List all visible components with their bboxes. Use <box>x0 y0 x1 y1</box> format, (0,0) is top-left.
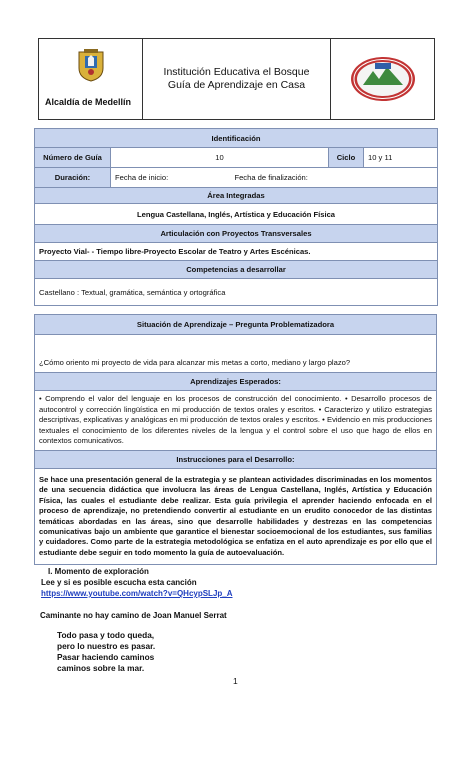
cycle-value: 10 y 11 <box>364 148 438 168</box>
poem-line: Pasar haciendo caminos <box>57 652 155 662</box>
alcaldia-logo-text: Alcaldía de Medellín <box>45 97 132 107</box>
instructions-heading: Instrucciones para el Desarrollo: <box>35 451 437 469</box>
song-title: Caminante no hay camino de Joan Manuel Serrat <box>40 611 227 620</box>
poem-line: pero lo nuestro es pasar. <box>57 641 156 651</box>
situation-heading: Situación de Aprendizaje – Pregunta Problematizadora <box>35 315 437 335</box>
header-title-cell <box>143 39 331 119</box>
document-header <box>38 38 435 120</box>
alcaldia-logo-cell <box>39 39 143 119</box>
institution-name: Institución Educativa el Bosque <box>163 66 310 78</box>
cycle-label: Ciclo <box>329 148 364 168</box>
end-date-label: Fecha de finalización: <box>234 173 308 182</box>
section-instruction: Lee y si es posible escucha esta canción <box>41 578 197 587</box>
expected-learning-value: • Comprendo el valor del lenguaje en los procesos de construcción del conocimiento. • Desarrollo procesos de autocontrol y corrección lingüística en mi producción de textos orales y escritos. • Caracterizo y utilizo estrategias descriptivas, explicativas y analógicas en mi producción de textos orales y escritos. • Evidencio en mis producciones textuales el conocimiento de los diferentes niveles de la lengua y el control sobre el uso que hago de ellos en contextos comunicativos. <box>35 391 437 451</box>
areas-value: Lengua Castellana, Inglés, Artística y Educación Física <box>35 204 438 225</box>
poem-line: Todo pasa y todo queda, <box>57 630 155 640</box>
duration-label: Duración: <box>35 168 111 188</box>
guide-number-value: 10 <box>111 148 329 168</box>
poem-line: caminos sobre la mar. <box>57 663 145 673</box>
start-date-label: Fecha de inicio: <box>115 173 169 182</box>
poem <box>57 630 155 674</box>
duration-dates <box>111 168 438 188</box>
school-emblem-icon <box>349 55 417 103</box>
instructions-value: Se hace una presentación general de la estrategia y se plantean actividades discriminadas en los momentos de una secuencia didáctica que involucra las áreas de Lengua Castellana, Inglés, Artística y Educación Física, las cuales el estudiante debe realizar. Esta guía privilegia el aprender haciendo enfocada en el proceso de aprendizaje, no pretendiendo convertir al estudiante en un erudito conocedor de las distintas temáticas abordadas en las áreas, sino que desarrolle habilidades y destrezas en las competencias comunicativas bajo un ambiente que garantice el bienestar socioemocional de los estudiantes, sus familias y cuidadores. Como parte de la estrategia metodológica se enfatiza en el auto aprendizaje es por ello que el estudiante debe seguir en todo momento la guía de autoevaluación. <box>35 469 437 565</box>
identification-table <box>34 128 438 306</box>
situation-question: ¿Cómo oriento mi proyecto de vida para alcanzar mis metas a corto, mediano y largo plazo? <box>35 335 437 373</box>
page-number: 1 <box>233 676 238 686</box>
articulation-heading: Articulación con Proyectos Transversales <box>35 225 438 243</box>
identification-heading: Identificación <box>35 129 438 148</box>
learning-table <box>34 314 437 565</box>
guide-subtitle: Guía de Aprendizaje en Casa <box>167 79 306 91</box>
competencies-value: Castellano : Textual, gramática, semántica y ortográfica <box>35 279 438 306</box>
articulation-value: Proyecto Vial- - Tiempo libre-Proyecto Escolar de Teatro y Artes Escénicas. <box>35 243 438 261</box>
youtube-link[interactable]: https://www.youtube.com/watch?v=QHcypSLJp_A <box>41 589 233 598</box>
competencies-heading: Competencias a desarrollar <box>35 261 438 279</box>
areas-heading: Área Integradas <box>35 188 438 204</box>
medellin-crest-icon <box>76 48 106 82</box>
guide-number-label: Número de Guía <box>35 148 111 168</box>
expected-learning-heading: Aprendizajes Esperados: <box>35 373 437 391</box>
section-title: I. Momento de exploración <box>48 567 149 576</box>
school-emblem-cell <box>331 39 434 119</box>
